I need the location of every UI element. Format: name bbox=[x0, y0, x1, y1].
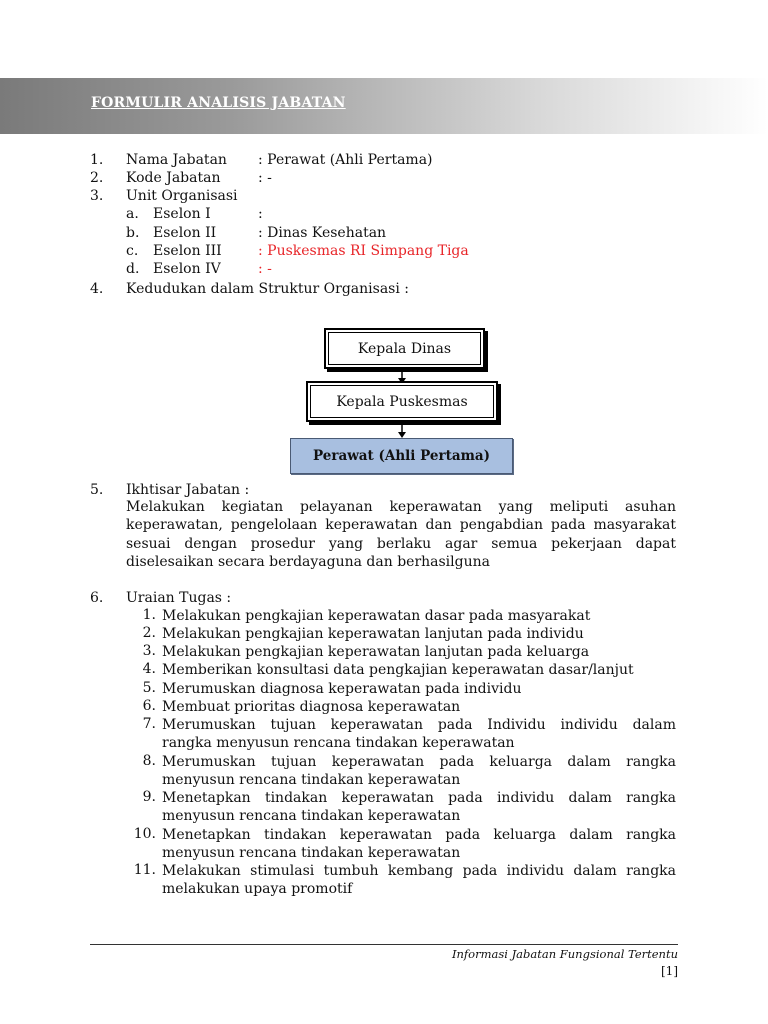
task-line: menyusun rencana tindakan keperawatan bbox=[162, 845, 461, 862]
field-label: Kode Jabatan bbox=[126, 170, 221, 186]
sub-letter: c. bbox=[126, 243, 139, 259]
org-box-kepala-dinas bbox=[324, 328, 485, 369]
task-number: 4. bbox=[142, 661, 156, 677]
org-box-label: Kepala Puskesmas bbox=[336, 394, 468, 410]
paragraph-line: diselesaikan secara berdayaguna dan berhasilguna bbox=[126, 553, 490, 570]
task-line: melakukan upaya promotif bbox=[162, 881, 353, 898]
ikhtisar-paragraph bbox=[126, 498, 676, 571]
page-number: [1] bbox=[661, 964, 678, 978]
field-number: 1. bbox=[90, 152, 104, 168]
task-line: Melakukan stimulasi tumbuh kembang pada individu dalam rangka bbox=[162, 863, 676, 879]
field-value: : Perawat (Ahli Pertama) bbox=[258, 152, 433, 168]
task-line: Merumuskan diagnosa keperawatan pada individu bbox=[162, 681, 522, 697]
sub-value-highlight: : - bbox=[258, 261, 272, 277]
org-box-label: Kepala Dinas bbox=[357, 341, 452, 357]
task-number: 9. bbox=[142, 789, 156, 805]
sub-label: Eselon III bbox=[153, 243, 222, 259]
task-line: Menetapkan tindakan keperawatan pada individu dalam rangka bbox=[162, 790, 676, 806]
task-line: menyusun rencana tindakan keperawatan bbox=[162, 772, 461, 789]
field-number: 4. bbox=[90, 281, 104, 297]
field-number: 3. bbox=[90, 188, 104, 204]
task-line: Melakukan pengkajian keperawatan lanjutan pada individu bbox=[162, 626, 584, 642]
task-number: 2. bbox=[142, 625, 156, 641]
sub-value: : Dinas Kesehatan bbox=[258, 225, 387, 241]
task-number: 6. bbox=[142, 698, 156, 714]
footer-text: Informasi Jabatan Fungsional Tertentu bbox=[451, 947, 678, 961]
field-label: Uraian Tugas : bbox=[126, 590, 232, 606]
sub-label: Eselon II bbox=[153, 225, 217, 241]
org-box-kepala-puskesmas bbox=[306, 381, 498, 422]
sub-label: Eselon I bbox=[153, 206, 211, 222]
task-line: Melakukan pengkajian keperawatan lanjutan pada keluarga bbox=[162, 644, 590, 660]
task-line: Merumuskan tujuan keperawatan pada keluarga dalam rangka bbox=[162, 754, 676, 770]
field-label: Ikhtisar Jabatan : bbox=[126, 482, 250, 498]
page-title: FORMULIR ANALISIS JABATAN bbox=[91, 95, 346, 111]
task-line: Melakukan pengkajian keperawatan dasar pada masyarakat bbox=[162, 608, 591, 624]
sub-letter: d. bbox=[126, 261, 140, 277]
sub-letter: a. bbox=[126, 206, 139, 222]
field-number: 5. bbox=[90, 482, 104, 498]
task-line: Merumuskan tujuan keperawatan pada Individu individu dalam bbox=[162, 717, 676, 733]
footer-divider bbox=[90, 944, 678, 945]
task-line: Menetapkan tindakan keperawatan pada keluarga dalam rangka bbox=[162, 827, 676, 843]
task-number: 11. bbox=[133, 862, 156, 878]
sub-label: Eselon IV bbox=[153, 261, 221, 277]
field-number: 6. bbox=[90, 590, 104, 606]
task-number: 1. bbox=[142, 607, 156, 623]
sub-value: : bbox=[258, 206, 263, 222]
field-label: Unit Organisasi bbox=[126, 188, 238, 204]
field-label: Kedudukan dalam Struktur Organisasi : bbox=[126, 281, 410, 297]
task-line: Memberikan konsultasi data pengkajian keperawatan dasar/lanjut bbox=[162, 662, 634, 678]
task-number: 10. bbox=[133, 826, 156, 842]
org-box-perawat: Perawat (Ahli Pertama) bbox=[290, 438, 513, 474]
paragraph-line: sesuai dengan prosedur yang berlaku agar semua pekerjaan dapat bbox=[126, 535, 676, 552]
field-number: 2. bbox=[90, 170, 104, 186]
task-line: Membuat prioritas diagnosa keperawatan bbox=[162, 699, 461, 715]
task-number: 3. bbox=[142, 643, 156, 659]
task-number: 5. bbox=[142, 680, 156, 696]
field-value: : - bbox=[258, 170, 272, 186]
task-line: menyusun rencana tindakan keperawatan bbox=[162, 808, 461, 825]
sub-letter: b. bbox=[126, 225, 140, 241]
task-number: 7. bbox=[142, 716, 156, 732]
task-number: 8. bbox=[142, 753, 156, 769]
sub-value-highlight: : Puskesmas RI Simpang Tiga bbox=[258, 243, 469, 259]
field-label: Nama Jabatan bbox=[126, 152, 227, 168]
paragraph-line: Melakukan kegiatan pelayanan keperawatan yang meliputi asuhan bbox=[126, 499, 676, 515]
task-line: rangka menyusun rencana tindakan keperawatan bbox=[162, 735, 515, 752]
paragraph-line: keperawatan, pengelolaan keperawatan dan pengabdian pada masyarakat bbox=[126, 517, 676, 534]
